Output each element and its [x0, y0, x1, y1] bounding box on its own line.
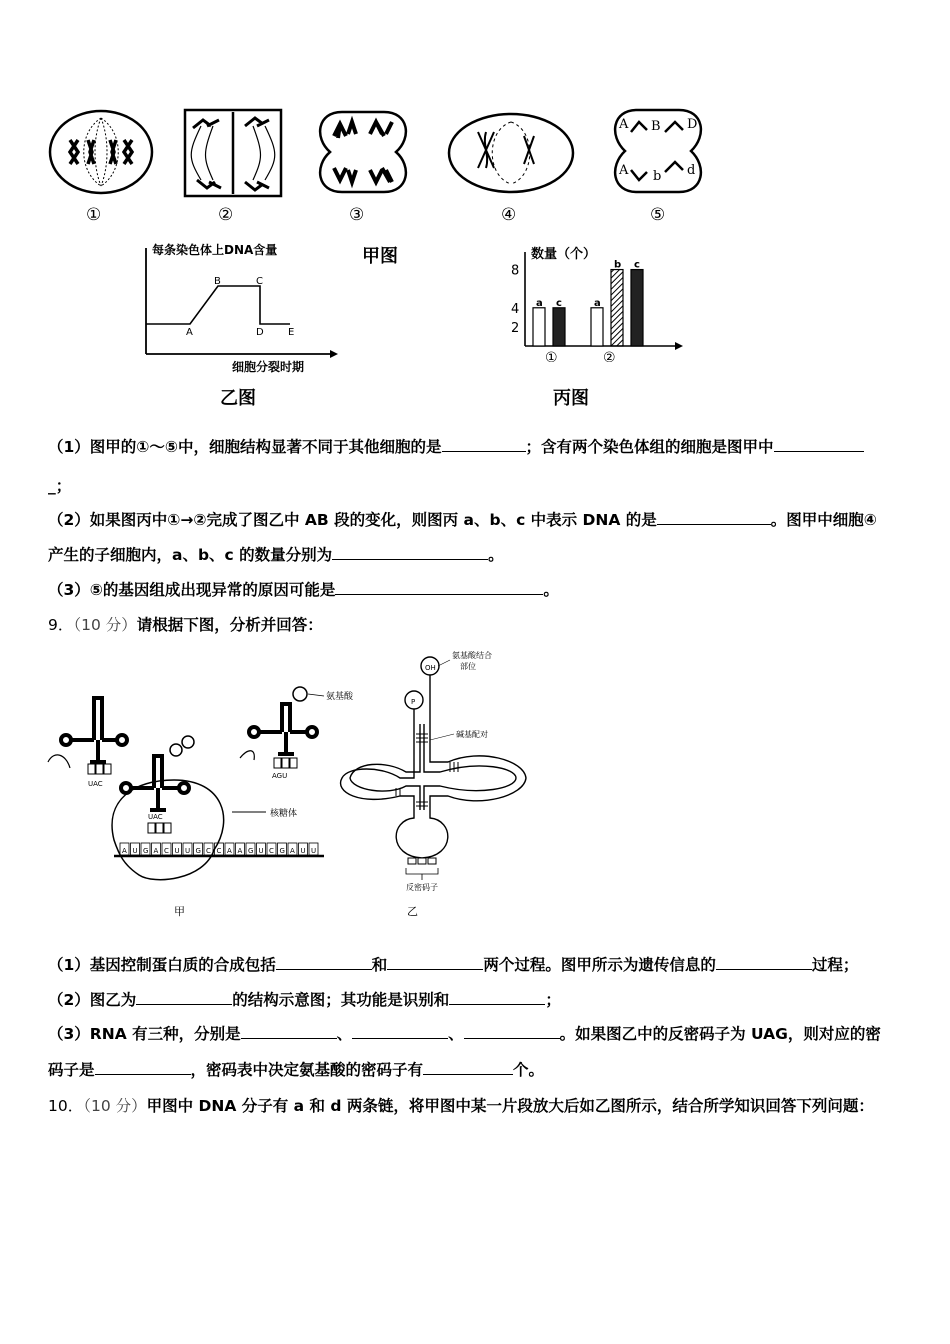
- gene-label-b: b: [653, 169, 662, 184]
- q8-line-3: [48, 508, 877, 530]
- ribosome-label: 核糖体: [270, 809, 298, 819]
- bing-category-label: ②: [603, 350, 616, 362]
- q8-p3-a: （3）⑤的基因组成出现异常的原因可能是: [48, 581, 336, 599]
- q9-p3-sep2: 、: [448, 1025, 464, 1043]
- cell-1-diagram: [48, 108, 154, 196]
- oh-label: OH: [425, 664, 436, 672]
- anticodon-2: UAC: [148, 813, 163, 821]
- anticodon-1: UAC: [88, 780, 103, 788]
- mrna-base: C: [206, 847, 211, 855]
- bing-y-tick: 2: [511, 320, 520, 336]
- gene-label-A1: A: [619, 117, 629, 132]
- q9-p3-e: 个。: [513, 1061, 545, 1079]
- mrna-base: A: [153, 847, 159, 855]
- binding-site-label-2: 部位: [460, 662, 476, 671]
- q8-line-1: [48, 435, 864, 457]
- yi-point-B: B: [214, 276, 221, 287]
- cell-label-3: ③: [349, 205, 365, 225]
- q9-blank-7[interactable]: [352, 1024, 448, 1039]
- gene-label-D: D: [687, 117, 698, 132]
- q9-prompt: 请根据下图，分析并回答：: [136, 616, 323, 634]
- q9-p1-c: 两个过程。图甲所示为遗传信息的: [483, 956, 716, 974]
- cell-label-2: ②: [218, 205, 234, 225]
- yi-point-D: D: [256, 327, 264, 338]
- q9-p1-b: 和: [371, 956, 388, 974]
- gene-label-A2: A: [619, 163, 629, 178]
- figure-yi-chart: [140, 240, 340, 375]
- q9-line-1: [48, 953, 858, 975]
- q9-blank-9[interactable]: [95, 1060, 191, 1075]
- yi-point-E: E: [288, 327, 295, 338]
- q8-blank-5[interactable]: [335, 580, 543, 595]
- q8-p3-b: 。: [543, 581, 559, 599]
- q9-blank-3[interactable]: [716, 955, 812, 970]
- q9-blank-2[interactable]: [387, 955, 483, 970]
- figure-yi-title: 乙图: [220, 388, 256, 409]
- q10-header: [48, 1094, 874, 1116]
- mrna-base: A: [122, 847, 127, 855]
- q9-blank-6[interactable]: [241, 1024, 337, 1039]
- q9-figure-jia: [44, 680, 374, 890]
- q8-line-4: [48, 543, 504, 565]
- cell-label-1: ①: [86, 205, 102, 225]
- q9-p2-b: 的结构示意图；其功能是识别和: [232, 991, 450, 1009]
- q8-blank-4[interactable]: [332, 545, 488, 560]
- mrna-base: G: [248, 847, 254, 855]
- q8-p2-d: 。: [488, 546, 504, 564]
- q9-blank-10[interactable]: [423, 1060, 513, 1075]
- cell-4-diagram: [446, 110, 576, 196]
- q9-p1-d: 过程；: [811, 956, 859, 974]
- q8-p1-a: （1）图甲的①～⑤中，细胞结构显著不同于其他细胞的是: [48, 438, 442, 456]
- bing-bar-label: c: [634, 259, 640, 271]
- bing-ylabel: 数量（个）: [531, 247, 597, 262]
- mrna-base: C: [269, 847, 274, 855]
- anticodon-3: AGU: [272, 772, 288, 780]
- mrna-base: U: [311, 847, 317, 855]
- bing-bar-a: [533, 308, 545, 346]
- cell-3-diagram: [312, 108, 414, 196]
- q9-score: （10 分）: [73, 616, 137, 634]
- bing-bar-c: [553, 308, 565, 346]
- cell-label-5: ⑤: [650, 205, 666, 225]
- bing-bar-label: a: [594, 297, 601, 309]
- q9-p3-c: 码子是: [48, 1061, 95, 1079]
- yi-xlabel: 细胞分裂时期: [232, 360, 305, 374]
- bing-bar-a: [591, 308, 603, 346]
- q9-p2-a: （2）图乙为: [48, 991, 137, 1009]
- bing-bar-b: [611, 270, 623, 346]
- mrna-base: G: [143, 847, 149, 855]
- yi-point-A: A: [186, 327, 193, 338]
- bing-category-label: ①: [545, 350, 558, 362]
- q9-line-2: [48, 988, 561, 1010]
- q9-number: 9．: [48, 616, 74, 634]
- bing-y-tick: 4: [511, 301, 520, 317]
- figure-bing-title: 丙图: [553, 388, 589, 409]
- q8-blank-2[interactable]: [774, 437, 864, 452]
- q10-prompt: 甲图中 DNA 分子有 a 和 d 两条链，将甲图中某一片段放大后如乙图所示，结合所学知识回答下列问题：: [146, 1097, 874, 1115]
- bing-y-tick: 8: [511, 263, 520, 279]
- yi-point-C: C: [256, 276, 263, 287]
- q8-blank-1[interactable]: [442, 437, 526, 452]
- gene-label-B: B: [651, 119, 661, 134]
- q9-p3-b: 。如果图乙中的反密码子为 UAG，则对应的密: [559, 1025, 881, 1043]
- gene-label-d: d: [687, 163, 696, 178]
- mrna-base: C: [164, 847, 169, 855]
- q9-p3-sep1: 、: [336, 1025, 353, 1043]
- q8-line-5: [48, 578, 559, 600]
- q9-blank-8[interactable]: [464, 1024, 560, 1039]
- bing-bar-label: b: [614, 259, 622, 271]
- q8-blank-3[interactable]: [657, 510, 771, 525]
- mrna-base: A: [237, 847, 243, 855]
- q8-p1-b: ；含有两个染色体组的细胞是图甲中: [525, 438, 774, 456]
- mrna-base: U: [258, 847, 264, 855]
- cell-2-diagram: [183, 108, 283, 198]
- mrna-base: U: [132, 847, 138, 855]
- mrna-base: U: [174, 847, 180, 855]
- q8-line-2: [48, 474, 71, 496]
- cell-5-diagram: [607, 106, 709, 196]
- figure-bing-chart: [505, 242, 685, 362]
- q8-p2-c: 产生的子细胞内，a、b、c 的数量分别为: [48, 546, 333, 564]
- q9-p1-a: （1）基因控制蛋白质的合成包括: [48, 956, 276, 974]
- anticodon-label: 反密码子: [406, 883, 438, 892]
- q9-blank-1[interactable]: [276, 955, 372, 970]
- binding-site-label-1: 氨基酸结合: [452, 651, 492, 660]
- q8-p2-b: 。图甲中细胞④: [770, 511, 877, 529]
- q8-p2-a: （2）如果图丙中①→②完成了图乙中 AB 段的变化，则图丙 a、b、c 中表示 DNA 的是: [48, 511, 657, 529]
- q9-fig-yi-caption: 乙: [407, 905, 418, 918]
- mrna-base: U: [300, 847, 306, 855]
- q10-score: （10 分）: [83, 1097, 147, 1115]
- q9-p3-d: ，密码表中决定氨基酸的密码子有: [190, 1061, 424, 1079]
- pairing-label: 碱基配对: [456, 730, 488, 739]
- cell-label-4: ④: [501, 205, 517, 225]
- bing-bar-label: c: [556, 297, 562, 309]
- q9-blank-4[interactable]: [136, 990, 232, 1005]
- figure-jia-title: 甲图: [362, 246, 398, 267]
- amino-acid-label: 氨基酸: [326, 692, 354, 702]
- mrna-base: U: [185, 847, 191, 855]
- q9-fig-jia-caption: 甲: [174, 905, 185, 918]
- q9-p2-c: ；: [545, 991, 561, 1009]
- yi-ylabel: 每条染色体上DNA含量: [152, 243, 278, 257]
- q9-blank-5[interactable]: [449, 990, 545, 1005]
- q9-line-4: [48, 1058, 544, 1080]
- q9-line-3: [48, 1022, 881, 1044]
- q8-p1-c: _；: [48, 477, 72, 495]
- mrna-base: G: [279, 847, 285, 855]
- bing-bar-label: a: [536, 297, 543, 309]
- mrna-base: A: [227, 847, 232, 855]
- mrna-base: G: [195, 847, 201, 855]
- bing-bar-c: [631, 270, 643, 346]
- p-label: P: [411, 698, 416, 706]
- mrna-base: A: [290, 847, 295, 855]
- q10-number: 10．: [48, 1097, 84, 1115]
- q9-p3-a: （3）RNA 有三种，分别是: [48, 1025, 241, 1043]
- mrna-base: C: [216, 847, 222, 855]
- q9-figure-yi: [330, 648, 540, 896]
- q9-header: [48, 613, 323, 635]
